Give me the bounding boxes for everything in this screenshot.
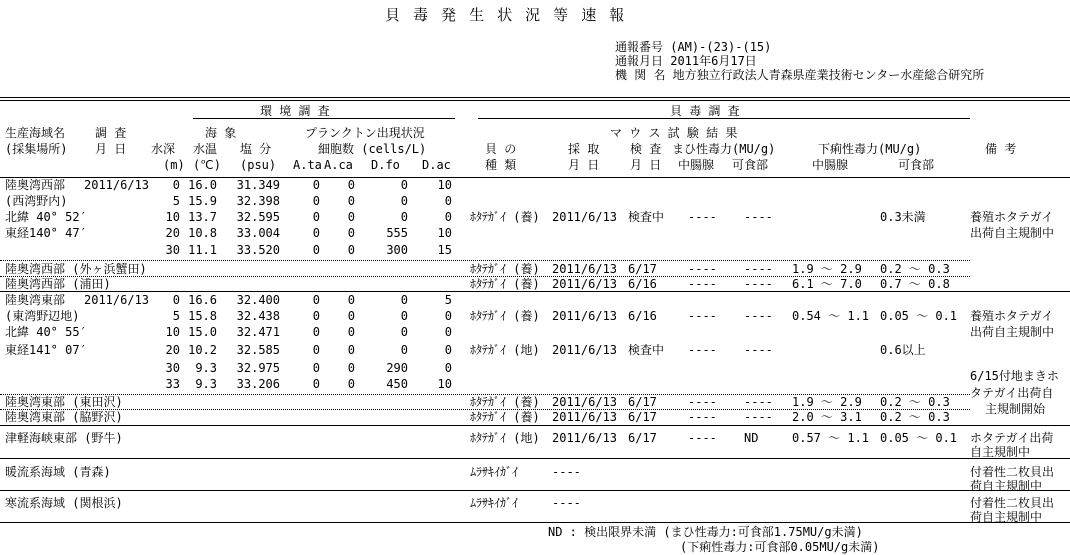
aca-header: A.ca [324, 158, 353, 172]
cell-psp-ed: ---- [744, 309, 773, 323]
report-organization: 機 関 名 地方独立行政法人青森県産業技術センター水産総合研究所 [615, 68, 985, 82]
psp-edible-header: 可食部 [732, 158, 769, 172]
cell-psp-ed: ND [744, 431, 759, 445]
cell-ata: 0 [312, 210, 320, 224]
dac-header: D.ac [422, 158, 451, 172]
cell-depth: 30 [165, 361, 180, 375]
cell-insp: 検査中 [628, 343, 665, 357]
cell-aca: 0 [347, 243, 355, 257]
cell-samp: 2011/6/13 [552, 431, 618, 445]
report-title: 貝 毒 発 生 状 況 等 速 報 [385, 6, 627, 24]
cell-area: 陸奥湾東部 (脇野沢) [5, 410, 123, 424]
mouse-test-header: マ ウ ス 試 験 結 果 [610, 126, 738, 140]
cell-samp: 2011/6/13 [552, 410, 618, 424]
area-header: 生産海域名 [5, 126, 66, 140]
cell-insp: 6/17 [628, 431, 657, 445]
cell-dfo: 0 [400, 343, 408, 357]
cell-ata: 0 [312, 293, 320, 307]
cell-dac: 5 [444, 293, 452, 307]
cell-depth: 0 [172, 178, 180, 192]
cell-sal: 32.595 [236, 210, 280, 224]
cell-area: 陸奥湾西部 (浦田) [5, 277, 111, 291]
cell-insp: 6/16 [628, 309, 657, 323]
cell-temp: 9.3 [195, 377, 217, 391]
cell-temp: 9.3 [195, 361, 217, 375]
cell-dfo: 0 [400, 309, 408, 323]
cell-dsp-ed: 0.6以上 [880, 343, 926, 357]
cell-dac: 0 [444, 210, 452, 224]
cell-dfo: 450 [386, 377, 408, 391]
cell-insp: 6/17 [628, 410, 657, 424]
cell-ata: 0 [312, 309, 320, 323]
cell-sal: 32.585 [236, 343, 280, 357]
cell-dac: 0 [444, 194, 452, 208]
cell-area: 東経141° 07′ [5, 343, 87, 357]
inspection-date-header: 月 日 [630, 158, 662, 172]
table-bottom-rule [0, 522, 1070, 523]
cell-dsp-gut: 2.0 ～ 3.1 [792, 410, 862, 424]
cell-depth: 10 [165, 325, 180, 339]
cell-area: 陸奥湾西部 (外ヶ浜蟹田) [5, 262, 147, 276]
cell-psp-gut: ---- [688, 343, 717, 357]
dsp-edible-header: 可食部 [898, 158, 935, 172]
cell-dfo: 0 [400, 325, 408, 339]
cell-sal: 31.349 [236, 178, 280, 192]
cell-remark2: 自主規制中 [970, 445, 1031, 459]
cell-dsp-ed: 0.2 ～ 0.3 [880, 395, 950, 409]
cell-dsp-gut: 0.54 ～ 1.1 [792, 309, 870, 323]
cell-dac: 10 [437, 377, 452, 391]
plankton-header: プランクトン出現状況 [305, 126, 425, 140]
psp-header: まひ性毒力(MU/g) [672, 142, 776, 156]
cell-species: ﾎﾀﾃｶﾞｲ (養) [470, 277, 540, 291]
cell-dfo: 555 [386, 226, 408, 240]
cell-area: 北緯 40° 55′ [5, 325, 87, 339]
cell-samp: ---- [552, 496, 581, 510]
cell-remark: 出荷自主規制中 [970, 226, 1055, 240]
east-remark-line: 6/15付地まきホ [970, 369, 1059, 383]
cell-remark: 付着性二枚貝出 [970, 496, 1055, 510]
survey-date-header: 月 日 [95, 142, 127, 156]
cell-samp: ---- [552, 465, 581, 479]
temp-unit: (℃) [193, 158, 221, 172]
cell-depth: 20 [165, 226, 180, 240]
row-separator [0, 490, 1070, 491]
sampling-date-header: 月 日 [568, 158, 600, 172]
cell-psp-ed: ---- [744, 277, 773, 291]
area-subheader: (採集場所) [5, 142, 68, 156]
cell-aca: 0 [347, 309, 355, 323]
row-separator [0, 458, 1070, 459]
cell-psp-gut: ---- [688, 395, 717, 409]
cell-area: 津軽海峡東部 (野牛) [5, 431, 123, 445]
cell-dac: 0 [444, 325, 452, 339]
cell-dac: 10 [437, 178, 452, 192]
cell-remark: 養殖ホタテガイ [970, 309, 1054, 323]
cell-insp: 6/17 [628, 395, 657, 409]
cell-dac: 0 [444, 343, 452, 357]
cell-sal: 32.471 [236, 325, 280, 339]
cell-aca: 0 [347, 325, 355, 339]
cell-aca: 0 [347, 343, 355, 357]
cell-dfo: 0 [400, 194, 408, 208]
cell-sal: 33.206 [236, 377, 280, 391]
header-bottom-rule [0, 177, 1070, 178]
inspection-header: 検 査 [630, 142, 662, 156]
cell-area: 陸奥湾東部 (東田沢) [5, 395, 123, 409]
cell-samp: 2011/6/13 [552, 309, 618, 323]
ata-header: A.ta [293, 158, 322, 172]
cell-dsp-ed: 0.3未満 [880, 210, 926, 224]
footnote-dsp: (下痢性毒力:可食部0.05MU/g未満) [680, 540, 880, 554]
cell-area: (西湾野内) [5, 194, 68, 208]
cell-remark2: 荷自主規制中 [970, 479, 1043, 493]
species-header: 種 類 [485, 158, 517, 172]
sampling-header: 採 取 [568, 142, 600, 156]
cell-aca: 0 [347, 178, 355, 192]
cell-temp: 15.8 [188, 309, 217, 323]
cell-sal: 33.520 [236, 243, 280, 257]
cell-dsp-gut: 0.57 ～ 1.1 [792, 431, 870, 445]
cell-psp-ed: ---- [744, 395, 773, 409]
cell-area: (東湾野辺地) [5, 309, 80, 323]
cell-area: 陸奥湾東部 [5, 293, 66, 307]
cell-temp: 11.1 [188, 243, 217, 257]
cell-sal: 32.398 [236, 194, 280, 208]
cell-psp-ed: ---- [744, 410, 773, 424]
cell-dfo: 0 [400, 178, 408, 192]
cell-temp: 10.2 [188, 343, 217, 357]
cell-depth: 0 [172, 293, 180, 307]
table-top-rule [0, 97, 1070, 98]
cell-dac: 15 [437, 243, 452, 257]
cell-depth: 10 [165, 210, 180, 224]
cell-depth: 30 [165, 243, 180, 257]
salinity-unit: (psu) [240, 158, 277, 172]
cell-samp: 2011/6/13 [552, 395, 618, 409]
cell-remark: 養殖ホタテガイ [970, 210, 1054, 224]
water-temp-header: 水温 [193, 142, 218, 156]
cell-dac: 0 [444, 309, 452, 323]
cell-psp-gut: ---- [688, 277, 717, 291]
cell-species: ﾑﾗｻｷｲｶﾞｲ [470, 496, 519, 510]
cell-aca: 0 [347, 377, 355, 391]
cell-dfo: 0 [400, 210, 408, 224]
cell-area: 暖流系海域 (青森) [5, 465, 111, 479]
cell-dsp-ed: 0.2 ～ 0.3 [880, 410, 950, 424]
report-number: 通報番号 (AM)-(23)-(15) [615, 40, 772, 54]
cell-temp: 16.6 [188, 293, 217, 307]
salinity-header: 塩 分 [240, 142, 272, 156]
cell-psp-gut: ---- [688, 309, 717, 323]
toxin-survey-header: 貝 毒 調 査 [670, 104, 740, 118]
cell-species: ﾎﾀﾃｶﾞｲ (養) [470, 262, 540, 276]
cell-species: ﾎﾀﾃｶﾞｲ (養) [470, 410, 540, 424]
remarks-header: 備 考 [985, 142, 1017, 156]
psp-gut-header: 中腸腺 [678, 158, 715, 172]
cell-dfo: 290 [386, 361, 408, 375]
cell-aca: 0 [347, 293, 355, 307]
cell-ata: 0 [312, 243, 320, 257]
cell-psp-ed: ---- [744, 262, 773, 276]
cell-psp-gut: ---- [688, 262, 717, 276]
cell-depth: 20 [165, 343, 180, 357]
cell-remark: ホタテガイ出荷 [970, 431, 1054, 445]
cell-temp: 15.9 [188, 194, 217, 208]
cell-psp-ed: ---- [744, 343, 773, 357]
cell-sal: 32.975 [236, 361, 280, 375]
cell-aca: 0 [347, 210, 355, 224]
cell-ata: 0 [312, 226, 320, 240]
cell-dac: 10 [437, 226, 452, 240]
cell-remark: 出荷自主規制中 [970, 325, 1055, 339]
cell-aca: 0 [347, 361, 355, 375]
cell-date: 2011/6/13 [84, 178, 150, 192]
cell-remark: 付着性二枚貝出 [970, 465, 1055, 479]
cell-ata: 0 [312, 343, 320, 357]
cell-species: ﾎﾀﾃｶﾞｲ (養) [470, 395, 540, 409]
report-date: 通報月日 2011年6月17日 [615, 54, 757, 68]
row-separator [0, 260, 970, 261]
cell-psp-gut: ---- [688, 431, 717, 445]
cell-dsp-ed: 0.05 ～ 0.1 [880, 431, 958, 445]
cell-samp: 2011/6/13 [552, 343, 618, 357]
cell-samp: 2011/6/13 [552, 262, 618, 276]
env-header-rule [193, 118, 455, 119]
cell-dsp-ed: 0.2 ～ 0.3 [880, 262, 950, 276]
east-remark-line: 主規制開始 [985, 402, 1046, 416]
cell-depth: 33 [165, 377, 180, 391]
env-survey-header: 環 境 調 査 [260, 104, 330, 118]
cell-dsp-gut: 1.9 ～ 2.9 [792, 262, 862, 276]
cell-depth: 5 [172, 194, 180, 208]
cell-ata: 0 [312, 194, 320, 208]
cell-species: ﾎﾀﾃｶﾞｲ (地) [470, 343, 540, 357]
row-separator [0, 425, 1070, 426]
dsp-gut-header: 中腸腺 [812, 158, 849, 172]
cell-species: ﾑﾗｻｷｲｶﾞｲ [470, 465, 519, 479]
sea-condition-header: 海 象 [205, 126, 237, 140]
cell-insp: 6/16 [628, 277, 657, 291]
cell-area: 北緯 40° 52′ [5, 210, 87, 224]
cell-count-header: 細胞数 (cells/L) [318, 142, 427, 156]
cell-psp-gut: ---- [688, 210, 717, 224]
cell-ata: 0 [312, 377, 320, 391]
survey-header: 調 査 [95, 126, 127, 140]
table-top-rule-double [0, 100, 1070, 101]
depth-header: 水深 [151, 142, 176, 156]
depth-unit: (m) [163, 158, 185, 172]
footnote-nd: ND : 検出限界未満 (まひ性毒力:可食部1.75MU/g未満) [548, 525, 863, 539]
cell-insp: 検査中 [628, 210, 665, 224]
cell-temp: 10.8 [188, 226, 217, 240]
cell-species: ﾎﾀﾃｶﾞｲ (地) [470, 431, 540, 445]
cell-date: 2011/6/13 [84, 293, 150, 307]
cell-remark2: 荷自主規制中 [970, 510, 1043, 524]
cell-ata: 0 [312, 325, 320, 339]
east-remark-line: タテガイ出荷自 [970, 386, 1054, 400]
cell-area: 陸奥湾西部 [5, 178, 66, 192]
cell-aca: 0 [347, 226, 355, 240]
cell-dfo: 0 [400, 293, 408, 307]
row-separator [0, 291, 1070, 292]
cell-dsp-gut: 1.9 ～ 2.9 [792, 395, 862, 409]
shellfish-header: 貝 の [485, 142, 517, 156]
cell-ata: 0 [312, 361, 320, 375]
dsp-header: 下痢性毒力(MU/g) [818, 142, 922, 156]
cell-sal: 32.438 [236, 309, 280, 323]
toxin-header-rule [478, 118, 970, 119]
cell-sal: 32.400 [236, 293, 280, 307]
cell-temp: 15.0 [188, 325, 217, 339]
cell-temp: 13.7 [188, 210, 217, 224]
cell-dac: 0 [444, 361, 452, 375]
cell-ata: 0 [312, 178, 320, 192]
cell-species: ﾎﾀﾃｶﾞｲ (養) [470, 309, 540, 323]
cell-psp-gut: ---- [688, 410, 717, 424]
cell-area: 東経140° 47′ [5, 226, 87, 240]
cell-dfo: 300 [386, 243, 408, 257]
cell-sal: 33.004 [236, 226, 280, 240]
cell-dsp-gut: 6.1 ～ 7.0 [792, 277, 862, 291]
cell-psp-ed: ---- [744, 210, 773, 224]
cell-insp: 6/17 [628, 262, 657, 276]
cell-aca: 0 [347, 194, 355, 208]
cell-temp: 16.0 [188, 178, 217, 192]
cell-area: 寒流系海域 (関根浜) [5, 496, 123, 510]
cell-depth: 5 [172, 309, 180, 323]
cell-dsp-ed: 0.05 ～ 0.1 [880, 309, 958, 323]
cell-samp: 2011/6/13 [552, 210, 618, 224]
cell-species: ﾎﾀﾃｶﾞｲ (養) [470, 210, 540, 224]
cell-dsp-ed: 0.7 ～ 0.8 [880, 277, 950, 291]
dfo-header: D.fo [371, 158, 400, 172]
cell-samp: 2011/6/13 [552, 277, 618, 291]
